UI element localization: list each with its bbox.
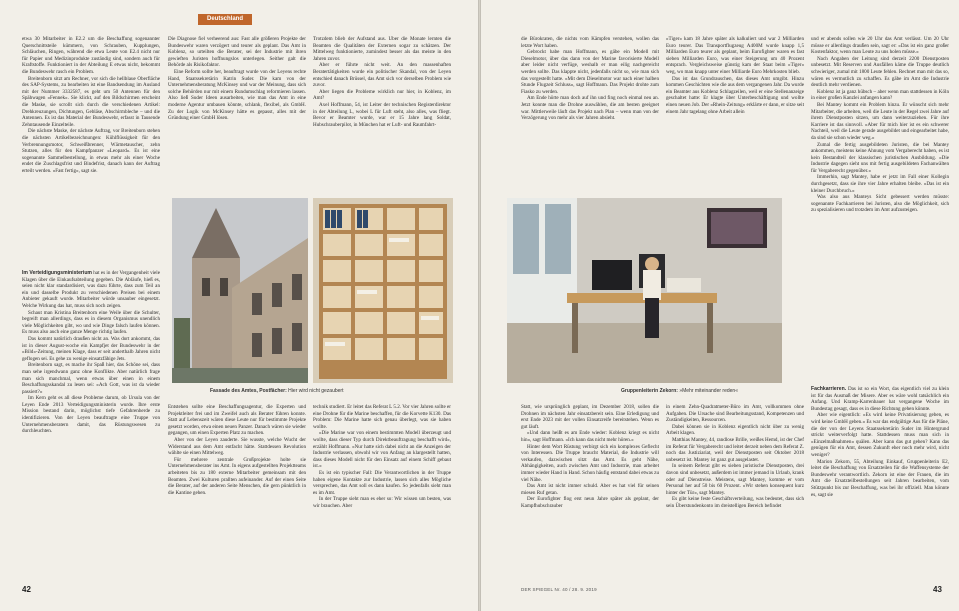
left-col2-bottom [168,404,306,580]
left-col3-top [313,36,451,194]
paragraph: Statt, wie ursprünglich geplant, im Dezember 2018, sollen die Drohnen im nächsten Jahr einsatzbereit sein. Eine Erledigung und erst Ende 2023 mit der vollen Einsatzreife bereitstehen. Wenn es gut läuft. [521,404,659,430]
paragraph: Das ist das Grundrauschen, das dieses Amt umgibt. Hinzu kommen Geschichten wie die aus dem vergangenen Jahr. Da wurde ein Beamter aus Koblenz Schlagzeilen, weil er eine Stellenanzeige geschaltet hatte: Er klagte über Unterbeschäftigung und wollte einen neuen Job. Der »Rhein-Zeitung« erklärte er dann, er sitze seit einem Jahr tagelang ohne Arbeit allein [666,75,804,115]
paragraph: Axel Hoffmann, 54, ist Leiter der technischen Registerdirektor in der Abteilung L, wobei L für Luft steht, also alles, was fliegt. Bevor er Beamter wurde, war er 15 Jahre lang Soldat, Hubschrauberpilot, in München hat er Luft- und Raumfahrt- [313,101,451,128]
paragraph: Hinter dem Wort Rüstung verbirgt sich ein komplexes Geflecht von Interessen. Die Truppe braucht Material, die Industrie will verkaufen, dazwischen sitzt das Amt. Es geht Nähe, Abhängigkeiten, auch zwischen Amt und Industrie, man arbeitet immer wieder Hand in Hand. Schon häufig entstand dabei etwas zu viel Nähe. [521,443,659,483]
paragraph: Dabei können sie in Koblenz eigentlich nicht über zu wenig Arbeit klagen. [666,423,804,437]
photo-caption [210,388,450,394]
office-illustration [507,198,782,383]
paragraph: »Tiger« kam 18 Jahre später als kalkuliert und war 2 Milliarden Euro teurer. Das Transportflugzeug A400M wurde knapp 1,5 Milliarden Euro teurer als geplant, beim Eurofighter waren es fast sieben Milliarden Euro, was einer Steigerung um 40 Prozent entsprach. Vergleichsweise günstig kam der Staat beim »Tiger« weg, wo man knapp unter einer Milliarde Euro Mehrkosten blieb. [666,36,804,75]
paragraph: Koblenz ist ja ganz hübsch – aber wenn man stattdessen in Köln in einer großen Kanzlei anfangen kann? [811,88,949,102]
paragraph: »Die Marine war von einem bestimmten Modell überzeugt und wollte, dass dieser Typ durch Direktbeauftragung beschafft wird«, erzählt Hoffmann. »Nur hatte sich dabei nicht an die Anzeigen der Industrie verlassen, obwohl wir von Anfang an klargestellt hatten, dass dieses Modell nicht für den Einsatz auf einem Schiff gebaut ist.« [313,430,451,470]
paragraph-text: Breitenborn sagt, es mache ihr Spaß hier, das Schöne sei, dass man sehe irgendwann ganz ohne Konflikte. Aber natürlich frage man sich manchmal, wenn etwas über einen in einem Beschaffungsskandal zu lesen sei: »Ach Gott, was ist da wieder passiert?« [22,362,160,395]
caption-title: Gruppenleiterin Zekorn: [621,388,678,394]
page-number: 43 [933,585,942,594]
paragraph [811,386,949,412]
paragraph: In seinem Referat gibt es sieben juristische Dienstposten, drei davon sind unbesetzt, außerdem ist immer jemand in Urlaub, krank oder auf Dienstreise. Meistens, sagt Mantey, komme er vom Personal her auf 50 bis 60 Prozent. »Wir stehen konsequent kurz hinter der Tür«, sagt Mantey. [666,463,804,496]
page-number: 42 [22,585,31,594]
paragraph: Breitenborn sitzt am Rechner, vor sich die hellblaue Oberfläche des SAP-Systems, zu bearbeiten ist eine Bandsendung im Ausland mit der Nummer 3332587, es geht um 50 Antennen für den Spähwagen »Fennek«. Sie klickt, auf den Bildschirmen erscheint die Maske, sie scrollt sich durch die verschiedenen Artikel: Drehkreuzungen, Dichtungen, Gebläse, Abschirmbleche – und die Antennen. Es ist das Material der Bundeswehr, erfasst in Tausende Zehntausende Einzelteile. [22,75,160,128]
paragraph [22,362,160,395]
paragraph: Eine Reform sollte her, beauftragt wurde von der Leyens rechte Hand, Staatssekretärin Katrin Suder. Die kam von der Unternehmensberatung McKinsey und war der Meinung, dass sich solche Behörden nur mit einem Rundumschlag reformieren lassen. Also ließ Suder Ideen ausarbeiten, wie man das Amt in eine moderne Agentur umbauen könnte, schlank, flexibel, als GmbH. Zu der Logik von McKinsey hätte es gepasst, alles mit der Gründung einer GmbH lösen. [168,68,306,122]
right-col2-top [666,36,804,194]
paragraph: Entstehen sollte eine Beschaffungsagentur, die Experten und Projektleiter frei und im Zweifel auch als Berater führen konnte. Statt auf Lebenszeit wären diese Leute nur für bestimmte Projekte gesetzt worden, etwa einen neuen Panzer. Danach wären sie wieder gegangen, um einen Experten Platz zu machen. [168,404,306,437]
paragraph: Bei Mantey kommt ein Problem hinzu. Er wünscht sich mehr Mitarbeiter, die arbeiten, weil die Leute in der Regel zwei Jahre auf ihrem Dienstposten sitzen, um dann weiterzuziehen. Für ihre Karriere ist das sinnvoll. »Aber für mich hier ist es ein schwerer Nachteil, weil die Leute gerade ausgebildet und eingearbeitet habe, da sind sie schon wieder weg.« [811,101,949,141]
section-label: Deutschland [198,14,252,25]
paragraph: Matthias Mantey, 44, randlose Brille, weißes Hemd, ist der Chef im Referat für Vergaberecht und leitet derzeit neben dem Referat Z. noch das Justiziariat, weil der Dienstposten seit Oktober 2018 unbesetzt ist. Mantey ist ganz gut ausgelastet. [666,436,804,463]
paragraph: Gebrockt habe man Hoffmann, es gäbe ein Modell mit Dieselmotor, über das dann von der Marine favorisierte Modell aber leider nicht verfüge, weshalb er man eilig nachgereicht werden sollte. Das klappte nicht, jedenfalls nicht so, wie man sich das vorgestellt hatte. »Mit dem Dieselmotor war nach einer halben Stunde Flugzeit Schluss«, sagt Hoffmann. Das Projekt drohte zum Fiasko zu werden. [521,49,659,95]
paragraph: Immerhin, sagt Mantey, habe er jetzt im Fall einer Kollegin durchgesetzt, dass sie ihre vier Jahre erhalten bleibe. »Das ist ein kleiner Durchbruch.« [811,174,949,194]
paragraph-text: hat es in der Vergangenheit viele Klagen über die Einkaufsabteilung gegeben. Die Abläufe, hieß es, seien nicht klar standardisiert, was dazu führte, dass zum Teil an ein und dasselbe Produkt zu verschiedenen Preisen bei einem Anbieter gekauft wurde. Mitarbeiter würde unsauber eingesetzt. Welche Wirkung das hat, muss sich noch zeigen. [22,270,160,309]
paragraph: die Bürokraten, die nichts vom Kämpfen verstehen, wollen das letzte Wort haben. [521,36,659,49]
paragraph: Nach Angaben der Leitung sind derzeit 2200 Dienstposten unbesetzt. Mit Reserven und Ausfällen käme die Truppe deutlich schwieriger, zumal mit 1800 Leute fehlen. Rechnet man mit das so, wären es vermutlich zu schaffen. Es gäbe im Amt die Industrie deutlich mehr verdienen. [811,55,949,89]
paragraph: Der Eurofighter flog erst neun Jahre später als geplant, der Kampfhubschrauber [521,496,659,509]
right-col1-top [521,36,659,194]
issue-footer: DER SPIEGEL Nr. 40 / 28. 9. 2019 [521,587,597,592]
facade-illustration [172,198,308,383]
caption-text: Hier wird nicht gezaubert [286,388,344,394]
left-page [0,0,478,611]
paragraph: Für mehrere zentrale Großprojekte holte sie Unternehmensberater ins Amt. In eigens aufgestellten Projektteams arbeiteten bis zu 180 externe Mitarbeiter gemeinsam mit den Beamten. Zwei Kulturen prallten aufeinander. Auf der einen Seite die Berater, auf der anderen Seite Menschen, die gern pünktlich in die Kantine gehen. [168,456,306,496]
paragraph: Aber er führte nicht weit. An den massenhaften Beratertätigkeiten wurde ein politischer Skandal, von der Leyen entschied danach Brüssel, das Amt sich vor derselben Problem wie zuvor. [313,62,451,89]
paragraph-lead: Fachkarrieren. [811,386,847,392]
left-col1-bottom [22,270,160,570]
mailbox-shelves-photo [313,198,453,383]
paragraph: Es gibt keine feste Geschäftsverteilung, was bedeutet, dass sich sein Überstundenkonto im dreistelligen Bereich befindet [666,496,804,509]
paragraph [22,270,160,310]
paragraph-text: Im Kern geht es all diese Probleme darum, ob Ursula von der Leyen Ende 2013 Verteidigungsministerin wurde. Ihre erste Mission bestand darin, möglichst tiefe Gefahrenherde zu identifizieren. Von der Leyen beauftragte eine Truppe von Unternehmensberatern damit, das Rüstungswesen zu durchleuchten. [22,395,160,435]
paragraph: Was also aus Manteys Sicht gebessert werden müsste: sogenannte Fachkarrieren bei Juristen, also die Möglichkeit, sich zu spezialisieren und trotzdem im Amt aufzusteigen. [811,194,949,214]
right-col3-bottom [811,386,949,580]
paragraph: Die nächste Maske, der nächste Auftrag, vor Breitenborn stehen die nächsten Artikelbezeichnungen: Kühlflüssigkeit für den Verbrennungsmotor, Schweißbrenner, Wärmetauscher, zehn Stutzen, alles für den Kampfpanzer »Leopard«. Es ist eine sogenannte Sammelbestellung, in etwas mehr als einer Woche endet die Zuschlagsfrist und Bindefrist, danach kann der Auftrag erteilt werden. »Fast fertig«, sagt sie. [22,128,160,174]
caption-title: Fassade des Amtes, Postfächer: [210,388,287,394]
paragraph [811,459,949,499]
paragraph-text: Marion Zekorn, 55, Abteilung Einkauf, Gruppenleiterin E2, leitet die Beschaffung von Ersatzteilen für die Waffensysteme der Bundeswehr verantwortlich. Zekorn ist eine der Frauen, die im Amt die Ersatzteilbestellungen seit Jahren bearbeiten, vom Stützpunkt bis zur Beschaffung, was bei ihr offiziell. Man könnte es, sagt sie [811,458,949,498]
shelves-illustration [313,198,453,383]
paragraph [811,412,949,458]
right-col2-bottom [666,404,804,580]
paragraph: Es ist ein typischer Fall: Die Verantwortlichen in der Truppe haben eigene Kontakte zur Industrie, lassen sich alles Mögliche versprechen, das Amt soll es dann kaufen. So jedenfalls sieht man es im Amt. [313,469,451,496]
paragraph: in einem Zehn-Quadratmeter-Büro im Amt, vollkommen ohne Aufgaben. Die Ursache sind Bearbeitungsstand, Kompetenzen und Zuständigkeiten, Ressourcen. [666,404,804,424]
paragraph: Am Ende hörte man doch auf ihn und fing noch einmal neu an. Jetzt konnte man die Drohne auswählen, die am besten geeignet war. Mittlerweile läuft das Projekt nach Plan – wenn man von der Verzögerung von mehr als vier Jahren absieht. [521,95,659,122]
right-col3-top [811,36,949,381]
right-page [481,0,959,611]
paragraph-text: Das kommt natürlich draußen nicht an. Was dort ankommt, das ist in dieser August-woche ein Kampfjet der Bundeswehr in der »Bild«-Zeitung, meinen Klage, dass er seit anderthalb Jahren nicht geflogen sei. Es gehe zu wenige einsatzfähige Jets. [22,335,160,362]
photo-caption [621,388,801,394]
paragraph: technik studiert. Er leitet das Referat L 5.2. Vor vier Jahren sollte er eine Drohne für die Marine beschaffen, für die Korvette K130. Das Problem: Die Marine hatte sich genau überlegt, was sie haben wollte. [313,404,451,430]
left-col2-top [168,36,306,194]
paragraph [22,336,160,362]
right-col1-bottom [521,404,659,580]
left-col1-top [22,36,160,268]
paragraph [22,395,160,435]
paragraph-lead: Im Verteidigungsministerium [22,270,92,276]
paragraph: Aber liegen die Probleme wirklich nur hier, in Koblenz, im Amt? [313,88,451,102]
paragraph: und er abends sollen wie 20 Uhr das Amt verlässt. Um 20 Uhr müsse er allerdings draußen sein, sagt er: »Das ist ein ganz großer Kostenfaktor, wenn man Leute zu uns holen müsse.« [811,36,949,56]
paragraph: Das Amt ist nicht immer schuld. Aber es hat viel für seinen miesen Ruf getan. [521,483,659,496]
left-col3-bottom [313,404,451,580]
paragraph: etwa 30 Mitarbeiter in E2.2 um die Beschaffung sogenannter Querschnittsteile kümmern, von Schrauben, Kupplungen, Schläuchen, Ringen, während die etwa Leute von E2.4 nicht nur für Papier und Medizinprodukte zuständig sind, sondern auch für Kraftstoffe. Funktioniert in der Abteilung E etwas nicht, bekommt die Bundeswehr rasch ein Problem. [22,36,160,75]
paragraph: Trotzdem blieb der Aufstand aus. Über die Monate lernten die Beamten die Qualitäten der Externen sogar zu schätzen. Der Mittelweg funktionierte, zumindest besser als das meiste in den Jahren zuvor. [313,36,451,62]
paragraph-text: Aber wie eigentlich: »Es wird keine Privatisierung geben, es wird keine GmbH geben.« Es war das endgültige Aus für die Pläne, die der von der Leyens Staatssekretärin Suder im Hintergrund strickt weiterverfolgt hatte. Stattdessen muss man sich in »Einzelmaßnahmen« quälen. Aber kann das gut gehen? Kann das genügen für ein Amt, dessen Zukunft eher noch mehr wird, nicht weniger? [811,412,949,458]
paragraph: Aber von der Leyen zauderte. Sie wusste, welche Wucht der Widerstand aus dem Amt entfacht hätte. Stattdessen Revolution wählte sie einen Mittelweg. [168,436,306,457]
caption-text: »Mehr miteinander reden« [677,388,738,394]
paragraph: »Und dann heißt es am Ende wieder: Koblenz kriegt es nicht hin«, sagt Hoffmann. »Ich kann das nicht mehr hören.« [521,430,659,443]
paragraph-text: Schaut man Kristina Breitenborn eine Weile über die Schulter, begreift man allerdings, dass es in diesem Organismus unendlich viele Möglichkeiten gibt, wo und wie Dinge falsch laufen können. Es muss also auch eine ganze Menge richtig laufen. [22,309,160,336]
paragraph-text: Das ist so ein Wort, das eigentlich viel zu klein ist für das Ausmaß der Misere. Aber es wäre wohl tatsächlich ein Anfang. Und Kramp-Karrenbauer hat vergangene Woche im Bundestag gesagt, dass es in diese Richtung gehen könnte. [811,386,949,412]
facade-photo [172,198,308,383]
paragraph: In der Truppe sieht man es eher so: Wir wissen um besten, was wir brauchen. Aber [313,496,451,509]
office-photo [507,198,782,383]
paragraph [22,310,160,336]
paragraph: Die Diagnose fiel verheerend aus: Fast alle größeren Projekte der Bundeswehr waren verzögert und teurer als geplant. Das Amt in Koblenz, so urteilten die Berater, sei der Industrie mit ihren gewieften Juristen hoffnungslos unterlegen. Seither galt die Behörde als Risikofaktor. [168,36,306,69]
paragraph: Zumal die fertig ausgebildeten Juristen, die bei Mantey ankommen, meistens keine Ahnung vom Vergaberecht haben, es ist kein Bestandteil der klassischen juristischen Ausbildung. »Die Industrie dagegen sieht uns mit fertig ausgebildeten Fachanwälten für Vergaberecht gegenüber.« [811,141,949,174]
